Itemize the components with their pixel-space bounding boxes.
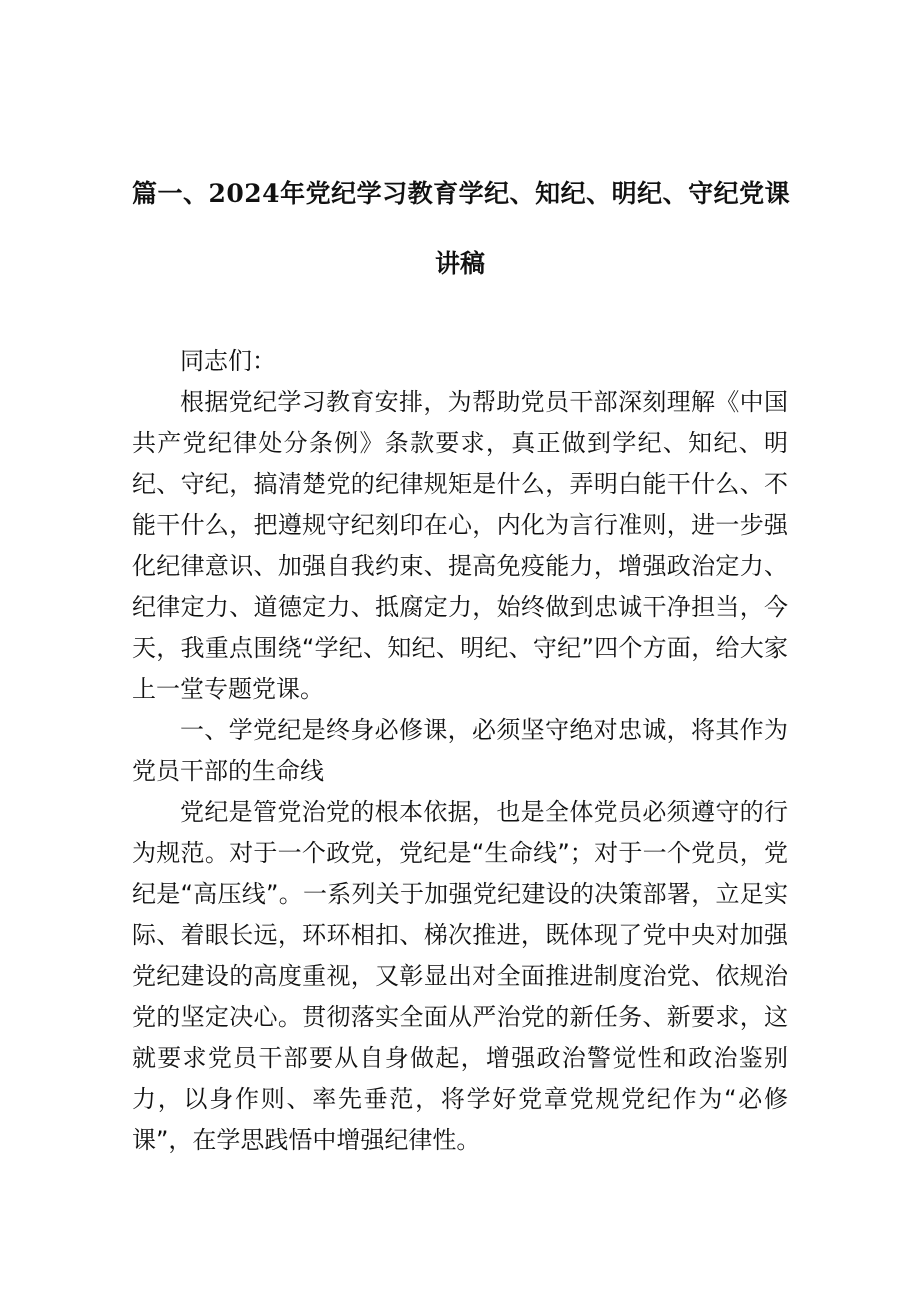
document-title: 篇一、2024年党纪学习教育学纪、知纪、明纪、守纪党课 <box>132 179 791 208</box>
body-paragraph: 党纪是管党治党的根本依据，也是全体党员必须遵守的行为规范。对于一个政党，党纪是“生命线”；对于一个党员，党纪是“高压线”。一系列关于加强党纪建设的决策部署，立足实际、着眼长远，环环相扣、梯次推进，既体现了党中央对加强党纪建设的高度重视，又彰显出对全面推进制度治党、依规治党的坚定决心。贯彻落实全面从严治党的新任务、新要求，这就要求党员干部要从自身做起，增强政治警觉性和政治鉴别力，以身作则、率先垂范，将学好党章党规党纪作为“必修课”，在学思践悟中增强纪律性。 <box>132 798 788 1154</box>
intro-paragraph: 根据党纪学习教育安排，为帮助党员干部深刻理解《中国共产党纪律处分条例》条款要求，真正做到学纪、知纪、明纪、守纪，搞清楚党的纪律规矩是什么，弄明白能干什么、不能干什么，把遵规守纪刻印在心，内化为言行准则，进一步强化纪律意识、加强自我约束、提高免疫能力，增强政治定力、纪律定力、道德定力、抵腐定力，始终做到忠诚干净担当，今天，我重点围绕“学纪、知纪、明纪、守纪”四个方面，给大家上一堂专题党课。 <box>132 388 788 703</box>
document-title-continued: 讲稿 <box>434 249 485 278</box>
greeting-paragraph: 同志们： <box>180 347 276 375</box>
section-heading-1: 一、学党纪是终身必修课，必须坚守绝对忠诚，将其作为党员干部的生命线 <box>132 716 788 785</box>
document-body <box>132 341 788 1161</box>
